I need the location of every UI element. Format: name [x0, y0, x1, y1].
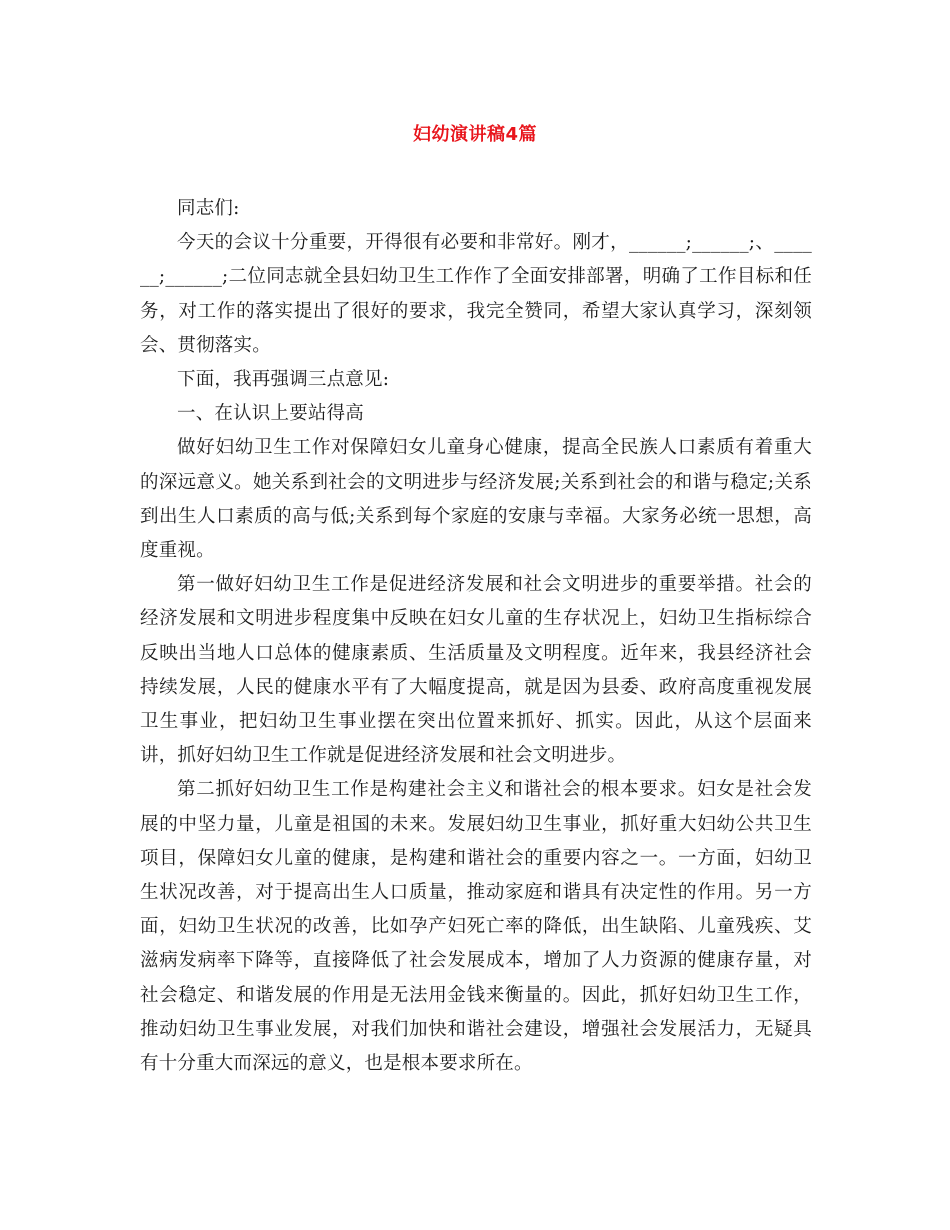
paragraph-significance: 做好妇幼卫生工作对保障妇女儿童身心健康，提高全民族人口素质有着重大的深远意义。她关系到社会的文明进步与经济发展;关系到社会的和谐与稳定;关系到出生人口素质的高与低;关系到每个家庭的安康与幸福。大家务必统一思想，高度重视。 [140, 437, 812, 562]
document-title: 妇幼演讲稿4篇 [412, 124, 538, 145]
paragraph-transition: 下面，我再强调三点意见: [177, 369, 390, 391]
document-body [140, 192, 812, 1081]
paragraph-point-1: 第一做好妇幼卫生工作是促进经济发展和社会文明进步的重要举措。社会的经济发展和文明进步程度集中反映在妇女儿童的生存状况上，妇幼卫生指标综合反映出当地人口总体的健康素质、生活质量及文明程度。近年来，我县经济社会持续发展，人民的健康水平有了大幅度提高，就是因为县委、政府高度重视发展卫生事业，把妇幼卫生事业摆在突出位置来抓好、抓实。因此，从这个层面来讲，抓好妇幼卫生工作就是促进经济发展和社会文明进步。 [140, 574, 812, 767]
paragraph-salutation: 同志们: [177, 198, 240, 219]
paragraph-opening: 今天的会议十分重要，开得很有必要和非常好。刚才，______;______;、______;______;二位同志就全县妇幼卫生工作作了全面安排部署，明确了工作目标和任务，对工作的落实提出了很好的要求，我完全赞同，希望大家认真学习，深刻领会、贯彻落实。 [140, 232, 812, 356]
section-heading-1: 一、在认识上要站得高 [177, 403, 365, 425]
paragraph-point-2: 第二抓好妇幼卫生工作是构建社会主义和谐社会的根本要求。妇女是社会发展的中坚力量，儿童是祖国的未来。发展妇幼卫生事业，抓好重大妇幼公共卫生项目，保障妇女儿童的健康，是构建和谐社会的重要内容之一。一方面，妇幼卫生状况改善，对于提高出生人口质量，推动家庭和谐具有决定性的作用。另一方面，妇幼卫生状况的改善，比如孕产妇死亡率的降低，出生缺陷、儿童残疾、艾滋病发病率下降等，直接降低了社会发展成本，增加了人力资源的健康存量，对社会稳定、和谐发展的作用是无法用金钱来衡量的。因此，抓好妇幼卫生工作，推动妇幼卫生事业发展，对我们加快和谐社会建设，增强社会发展活力，无疑具有十分重大而深远的意义，也是根本要求所在。 [140, 779, 812, 1075]
